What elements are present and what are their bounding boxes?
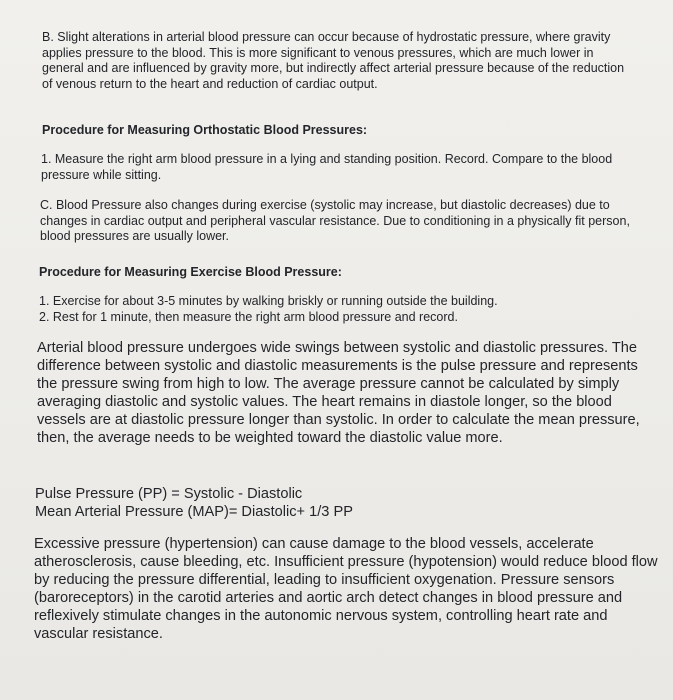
orthostatic-steps	[41, 152, 631, 183]
map-formula: Mean Arterial Pressure (MAP)= Diastolic+ 1/3 PP	[35, 503, 353, 520]
arterial-pressure-paragraph: Arterial blood pressure undergoes wide swings between systolic and diastolic pressures. The difference between systolic and diastolic measurements is the pulse pressure and represents the pressure swing from high to low. The average pressure cannot be calculated by simply averaging diastolic and systolic values. The heart remains in diastole longer, so the blood vessels are at diastolic pressure longer than systolic. In order to calculate the mean pressure, then, the average needs to be weighted toward the diastolic value more.	[37, 340, 640, 446]
formulas-block	[35, 486, 535, 522]
orthostatic-procedure-heading: Procedure for Measuring Orthostatic Blood Pressures:	[42, 123, 368, 137]
exercise-procedure-heading: Procedure for Measuring Exercise Blood Pressure:	[39, 265, 342, 279]
excessive-pressure-paragraph: Excessive pressure (hypertension) can cause damage to the blood vessels, accelerate atherosclerosis, cause bleeding, etc. Insufficient pressure (hypotension) would reduce blood flow by reducing the pressure differential, leading to insufficient oxygenation. Pressure sensors (baroreceptors) in the carotid arteries and aortic arch detect changes in blood pressure and reflexively stimulate changes in the autonomic nervous system, controlling heart rate and vascular resistance.	[34, 536, 658, 642]
exercise-steps	[39, 294, 639, 325]
pulse-pressure-formula: Pulse Pressure (PP) = Systolic - Diastolic	[35, 486, 303, 502]
list-item: 1. Measure the right arm blood pressure in a lying and standing position. Record. Compare to the blood pressure while sitting.	[41, 152, 613, 182]
list-item: 1. Exercise for about 3-5 minutes by walking briskly or running outside the building.	[39, 294, 498, 308]
section-b-paragraph: B. Slight alterations in arterial blood pressure can occur because of hydrostatic pressure, where gravity applies pressure to the blood. This is more significant to venous pressures, which are much lower in general and are influenced by gravity more, but indirectly affect arterial pressure because of the reduction of venous return to the heart and reduction of cardiac output.	[42, 30, 625, 91]
list-item: 2. Rest for 1 minute, then measure the right arm blood pressure and record.	[39, 309, 458, 324]
section-c-paragraph: C. Blood Pressure also changes during exercise (systolic may increase, but diastolic decreases) due to changes in cardiac output and peripheral vascular resistance. Due to conditioning in a physically fit person, blood pressures are usually lower.	[40, 198, 630, 244]
